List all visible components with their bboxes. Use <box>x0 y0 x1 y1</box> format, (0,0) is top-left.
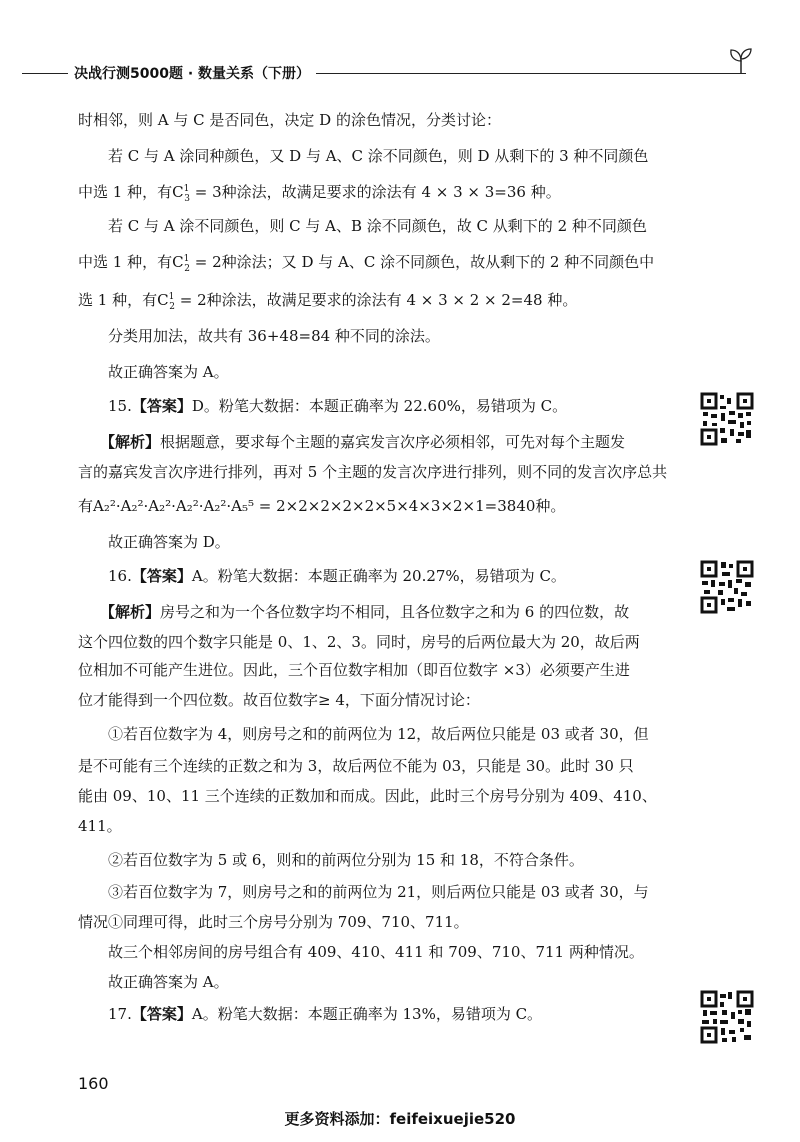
text-segment: 选 1 种，有C <box>78 291 169 309</box>
page-number: 160 <box>78 1074 109 1093</box>
running-header <box>0 60 800 88</box>
math-sub: 3 <box>184 194 191 204</box>
text-line: 是不可能有三个连续的正数之和为 3，故后两位不能为 03，只能是 30。此时 30 只 <box>78 757 634 775</box>
text-line <box>78 182 561 202</box>
explanation-line-16 <box>100 602 630 622</box>
text-line: 言的嘉宾发言次序进行排列，再对 5 个主题的发言次序进行排列，则不同的发言次序总共 <box>78 463 668 481</box>
explanation-text: 根据题意，要求每个主题的嘉宾发言次序必须相邻，可先对每个主题发 <box>160 433 626 451</box>
qr-code-icon <box>700 990 754 1044</box>
text-line: 能由 09、10、11 三个连续的正数加和而成。因此，此时三个房号分别为 409、410、 <box>78 787 657 805</box>
text-line: 位才能得到一个四位数。故百位数字≥ 4，下面分情况讨论： <box>78 691 480 709</box>
question-number: 17. <box>108 1005 132 1023</box>
math-sup: 1 <box>168 292 175 302</box>
answer-tag: 【答案】 <box>131 567 192 585</box>
answer-line-16 <box>108 566 566 586</box>
answer-tag: 【答案】 <box>131 397 192 415</box>
answer-line-15 <box>108 396 567 416</box>
text-line: 故正确答案为 A。 <box>108 363 229 381</box>
text-line: ②若百位数字为 5 或 6，则和的前两位分别为 15 和 18，不符合条件。 <box>108 851 584 869</box>
answer-text: A。粉笔大数据：本题正确率为 13%，易错项为 C。 <box>191 1005 543 1023</box>
explanation-tag: 【解析】 <box>100 433 161 451</box>
text-line <box>78 496 565 516</box>
text-line: 时相邻，则 A 与 C 是否同色，决定 D 的涂色情况，分类讨论： <box>78 111 501 129</box>
permutation-formula: A₂²·A₂²·A₂²·A₂²·A₂²·A₅⁵ <box>93 497 255 515</box>
text-line: 若 C 与 A 涂同种颜色，又 D 与 A、C 涂不同颜色，则 D 从剩下的 3 种不同颜色 <box>108 147 649 165</box>
header-rule-right <box>316 73 746 74</box>
qr-code-icon <box>700 392 754 446</box>
text-line: 故正确答案为 D。 <box>108 533 230 551</box>
answer-text: D。粉笔大数据：本题正确率为 22.60%，易错项为 C。 <box>191 397 568 415</box>
text-line <box>78 290 577 310</box>
text-line: 分类用加法，故共有 36+48=84 种不同的涂法。 <box>108 327 440 345</box>
text-line: 故正确答案为 A。 <box>108 973 229 991</box>
text-line <box>78 252 654 272</box>
text-line: 若 C 与 A 涂不同颜色，则 C 与 A、B 涂不同颜色，故 C 从剩下的 2 种不同颜色 <box>108 217 647 235</box>
math-sub: 2 <box>184 264 191 274</box>
text-segment: 中选 1 种，有C <box>78 253 184 271</box>
text-segment: = 2种涂法，故满足要求的涂法有 4 × 3 × 2 × 2=48 种。 <box>175 291 578 309</box>
header-rule-left <box>22 73 68 74</box>
question-number: 16. <box>108 567 132 585</box>
text-segment: 中选 1 种，有C <box>78 183 184 201</box>
text-segment: = 3种涂法，故满足要求的涂法有 4 × 3 × 3=36 种。 <box>190 183 561 201</box>
qr-code-icon <box>700 560 754 614</box>
text-segment: 有 <box>78 497 94 515</box>
answer-line-17 <box>108 1004 542 1024</box>
text-line: 411。 <box>78 817 122 835</box>
text-line: 位相加不可能产生进位。因此，三个百位数字相加（即百位数字 ×3）必须要产生进 <box>78 661 630 679</box>
text-line: 情况①同理可得，此时三个房号分别为 709、710、711。 <box>78 913 469 931</box>
header-title: 决战行测5000题 · 数量关系（下册） <box>74 66 311 82</box>
text-line: ①若百位数字为 4，则房号之和的前两位为 12，故后两位只能是 03 或者 30，但 <box>108 725 649 743</box>
sprout-icon <box>728 46 754 76</box>
explanation-text: 房号之和为一个各位数字均不相同，且各位数字之和为 6 的四位数，故 <box>160 603 630 621</box>
text-line: 这个四位数的四个数字只能是 0、1、2、3。同时，房号的后两位最大为 20，故后两 <box>78 633 640 651</box>
text-line: ③若百位数字为 7，则房号之和的前两位为 21，则后两位只能是 03 或者 30，与 <box>108 883 649 901</box>
answer-tag: 【答案】 <box>131 1005 192 1023</box>
answer-text: A。粉笔大数据：本题正确率为 20.27%，易错项为 C。 <box>191 567 566 585</box>
math-sup: 1 <box>183 184 190 194</box>
text-segment: = 2种涂法；又 D 与 A、C 涂不同颜色，故从剩下的 2 种不同颜色中 <box>190 253 655 271</box>
math-sub: 2 <box>169 302 176 312</box>
text-segment: = 2×2×2×2×2×5×4×3×2×1=3840种。 <box>254 497 566 515</box>
text-line: 故三个相邻房间的房号组合有 409、410、411 和 709、710、711 两种情况。 <box>108 943 644 961</box>
math-sup: 1 <box>183 254 190 264</box>
explanation-tag: 【解析】 <box>100 603 161 621</box>
explanation-line-15 <box>100 432 626 452</box>
footer-note: 更多资料添加：feifeixuejie520 <box>284 1110 516 1128</box>
question-number: 15. <box>108 397 132 415</box>
